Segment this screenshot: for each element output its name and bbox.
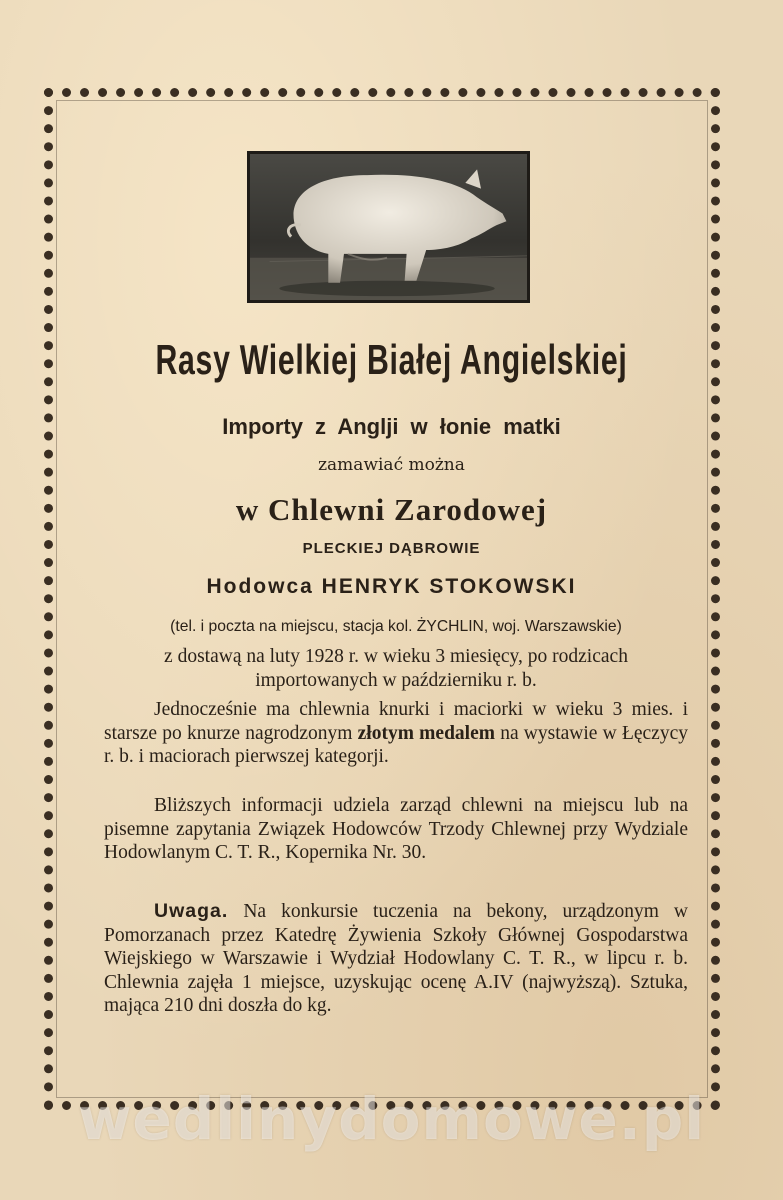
breeder-name: Hodowca HENRYK STOKOWSKI bbox=[206, 575, 577, 598]
piglets-text-start: Jednocześnie ma chlewnia knurki i maciorki w wieku 3 mies. i starsze po knurze nagrodzonym bbox=[104, 699, 688, 744]
farm-name: w Chlewni Zarodowej bbox=[235, 492, 548, 527]
farm-location: PLECKIEJ DĄBROWIE bbox=[302, 540, 481, 557]
delivery-paragraph: z dostawą na luty 1928 r. w wieku 3 miesięcy, po rodzicach importowanych w październiku r. b. bbox=[164, 646, 628, 691]
subtitle: Importy z Anglji w łonie matki bbox=[222, 414, 561, 439]
note-text: Na konkursie tuczenia na bekony, urządzonym w Pomorzanach przez Katedrę Żywienia Szkoły Głównej Gospodarstwa Wiejskiego w Warszawie i Wydział Hodowlany C. T. R., w lipcu r. b. Chlewnia zajęła 1 miejsce, uzyskując ocenę A.IV (najwyższą). Sztuka, mająca 210 dni doszła do kg. bbox=[104, 901, 688, 1017]
piglets-paragraph bbox=[104, 698, 688, 769]
piglets-text-end: na wystawie w Łęczycy r. b. i maciorach pierwszej kategorji. bbox=[104, 722, 688, 768]
note-label: Uwaga. bbox=[154, 900, 229, 922]
watermark: wedlinydomowe.pl bbox=[77, 1085, 706, 1153]
order-line: zamawiać można bbox=[318, 455, 465, 475]
info-paragraph: Bliższych informacji udziela zarząd chlewni na miejscu lub na pisemne zapytania Związek Hodowców Trzody Chlewnej przy Wydziale Hodowlanym C. T. R., Kopernika Nr. 30. bbox=[104, 795, 688, 864]
page-title: Rasy Wielkiej Białej Angielskiej bbox=[155, 336, 628, 383]
note-paragraph bbox=[104, 900, 688, 1018]
contact-info: (tel. i poczta na miejscu, stacja kol. ŻYCHLIN, woj. Warszawskie) bbox=[170, 618, 622, 635]
gold-medal-text: złotym medalem bbox=[357, 722, 495, 744]
boar-photo bbox=[247, 151, 530, 303]
pig-illustration bbox=[250, 154, 527, 300]
